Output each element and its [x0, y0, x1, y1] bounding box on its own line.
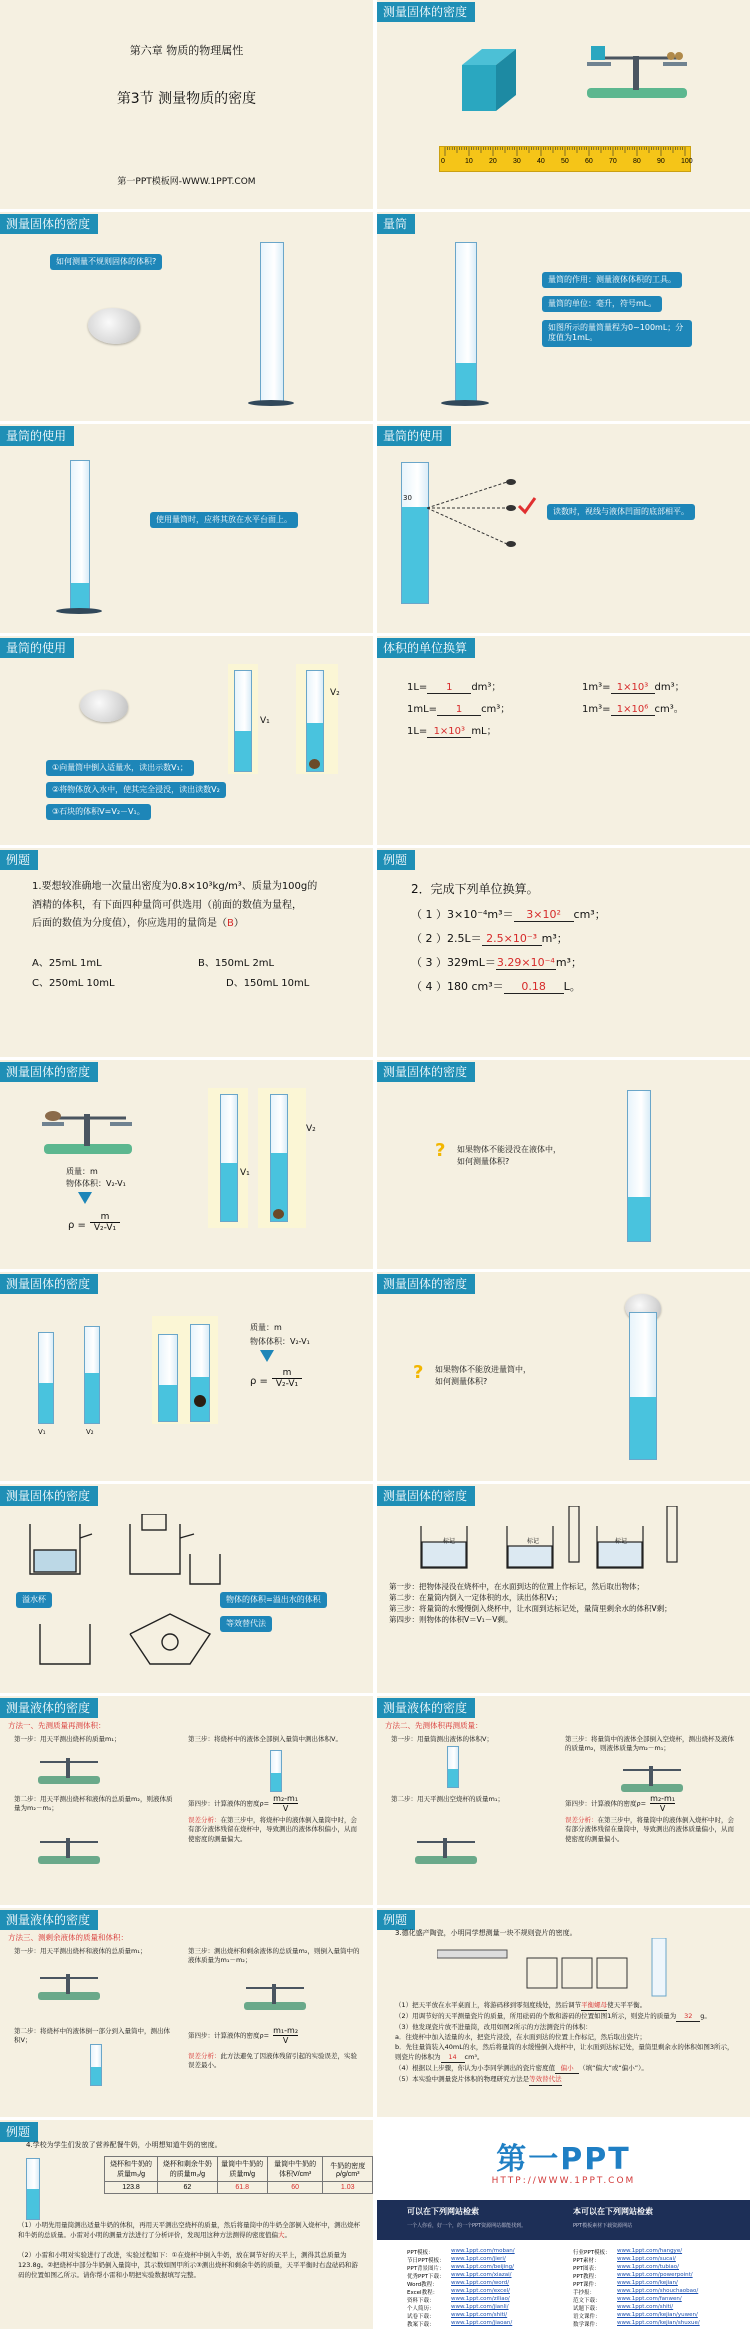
mass-label: 质量：m	[250, 1323, 282, 1332]
table-header: 烧杯和剩余牛奶的质量m₂/g	[158, 2157, 218, 2182]
cyl-label-2: V₂	[86, 1428, 94, 1436]
info-bubble-3: 如图所示的量筒量程为0~100mL；分度值为1mL。	[542, 320, 692, 347]
question-part-2: （2）小雷和小明对实验进行了改进，实验过程如下：①在烧杯中倒入牛奶，放在调节好的天平上，测得其总质量为123.8g。②把烧杯中部分牛奶倒入量筒中，其示数如图甲所示③测出烧杯和剩余牛奶的质量，天平平衡时右盘砝码和游码的位置如图乙所示。请你帮小雷和小明把实验数据填写完整。	[18, 2251, 358, 2280]
question-mark-icon: ?	[435, 1140, 446, 1161]
slide-overflow-cup[interactable]	[0, 1484, 373, 1693]
v1-label: V₁	[240, 1168, 250, 1178]
table-cell: 123.8	[105, 2182, 158, 2194]
balance-image-2	[240, 1978, 310, 2014]
stone-icon	[88, 308, 140, 344]
balance-image-2	[617, 1760, 687, 1796]
cyl-label-1: V₁	[38, 1428, 46, 1436]
cylinder-icon	[629, 1312, 657, 1460]
steps-list	[389, 1582, 745, 1626]
slide-tag: 测量固体的密度	[0, 1486, 98, 1506]
table-header: 烧杯和牛奶的质量m₁/g	[105, 2157, 158, 2182]
info-bar	[377, 2200, 750, 2240]
link-left[interactable]: www.1ppt.com/jianli/	[451, 2304, 509, 2310]
link-right[interactable]: www.1ppt.com/powerpoint/	[617, 2272, 693, 2278]
balance-image-1	[34, 1968, 104, 2004]
ruler-tick-label: 10	[465, 158, 473, 165]
info-bubble-1: 量筒的作用：测量液体体积的工具。	[542, 272, 682, 288]
link-right[interactable]: www.1ppt.com/tubiao/	[617, 2264, 679, 2270]
ruler-tick-label: 50	[561, 158, 569, 165]
conversion-right-1: 1m³= 1×10³ dm³；	[582, 682, 685, 693]
cylinder-icon	[90, 2044, 102, 2086]
slide-volume-method[interactable]	[0, 636, 373, 845]
cylinder-panel-1	[228, 664, 258, 774]
conversion-row-4: （ 4 ）180 cm³＝ 0.18 L。	[411, 980, 581, 993]
info-heading-left: 可以在下列网站检索	[407, 2207, 479, 2216]
conversion-row-1: （ 1 ）3×10⁻⁴m³＝ 3×10² cm³；	[411, 908, 606, 921]
slide-end-links[interactable]: 第一PPT HTTP://WWW.1PPT.COM 可以在下列网站检索 一个人你看，好一个，的一个PPT资源网站都能找到。 本可以在下列网站检索 PPT模板素材下载资源网站 PPT模板： www.1ppt.com/moban/ 行业PPT模板： www.1ppt.com/hangye/ 节日PPT模板： www.1ppt.com/jieri/ PPT素材： www.1ppt.com/sucai/ PPT背景图片： www.1ppt.com/beijing/ PPT图表： www.1ppt.com/tubiao/ 优秀PPT下载： www.1ppt.com/xiazai/ PPT教程： www.1ppt.com/powerpoint/ Word教程： www.1ppt.com/word/ PPT课件： www.1ppt.com/kejian/ Excel教程： www.1ppt.com/excel/ 手抄报： www.1ppt.com/shouchaobao/ 资料下载： www.1ppt.com/ziliao/ 范文下载： www.1ppt.com/fanwen/ 个人简历： www.1ppt.com/jianli/ 试题下载： www.1ppt.com/shiti/ 试卷下载： www.1ppt.com/shiti/ 语文课件： www.1ppt.com/kejian/yuwen/ 教案下载： www.1ppt.com/jiaoan/ 数学课件： www.1ppt.com/kejian/shuxue/	[377, 2120, 750, 2329]
slide-tag: 测量液体的密度	[377, 1698, 475, 1718]
mark-label-2: 标记	[527, 1538, 540, 1545]
ruler	[439, 146, 691, 172]
density-label: ρ =	[250, 1376, 268, 1387]
step-2: 第二步：用天平测出空烧杯的质量m₁；	[391, 1795, 504, 1803]
cylinder-icon	[70, 460, 90, 612]
ruler-tick-label: 0	[441, 158, 445, 165]
link-left[interactable]: www.1ppt.com/jieri/	[451, 2256, 506, 2262]
scale-mark: 30	[403, 494, 412, 502]
step-4: 第四步：计算液体的密度ρ= $\frac{\text{m₂-m₁}}{V}$	[565, 1794, 676, 1813]
slide-tag: 例题	[377, 1910, 415, 1930]
link-left[interactable]: www.1ppt.com/jiaoan/	[451, 2320, 513, 2326]
slide-cylinder-use[interactable]	[0, 424, 373, 633]
question-line-1: （1）把天平放在水平桌面上，将游码移到零刻度线处，然后调节平衡螺母使天平平衡。	[395, 2000, 735, 2011]
step-3: 第三步：将量筒中的液体全部倒入空烧杯，测出烧杯及液体的质量m₂，则液体质量为m₂－m₁；	[565, 1735, 734, 1752]
slide-tag: 测量固体的密度	[377, 1062, 475, 1082]
cylinder-base	[441, 400, 489, 406]
step-4: 第四步：则物体的体积V＝V₁－V剩。	[389, 1614, 513, 1624]
ruler-tick-label: 60	[585, 158, 593, 165]
balance-image	[577, 36, 697, 106]
cylinder-panel-2	[296, 664, 338, 774]
slide-example-4[interactable]	[0, 2120, 373, 2329]
method-title: 方法二、先测体积再测质量：	[385, 1721, 483, 1730]
slide-irregular[interactable]	[0, 212, 373, 421]
link-left[interactable]: www.1ppt.com/moban/	[451, 2248, 515, 2254]
slide-tag: 测量固体的密度	[0, 214, 98, 234]
info-bubble: 读数时，视线与液体凹面的底部相平。	[547, 504, 695, 520]
mark-label-1: 标记	[443, 1538, 456, 1545]
cylinder-icon	[401, 462, 429, 604]
table-cell: 62	[158, 2182, 218, 2194]
link-left[interactable]: www.1ppt.com/xiazai/	[451, 2272, 512, 2278]
ruler-tick-label: 80	[633, 158, 641, 165]
step-4: 第四步：计算液体的密度ρ= $\frac{\text{m₁-m₂}}{V}$	[188, 2026, 299, 2045]
volume-label: 物体体积：V₂-V₁	[250, 1337, 310, 1346]
footer-text: 第一PPT模板网-WWW.1PPT.COM	[117, 177, 256, 187]
answer: B	[227, 918, 234, 929]
slide-tag: 体积的单位换算	[377, 638, 475, 658]
option-b[interactable]: B、150mL 2mL	[198, 958, 275, 969]
slide-example-3[interactable]	[377, 1908, 750, 2117]
question-line-1: 1.要想较准确地一次量出密度为0.8×10³kg/m³、质量为100g的	[32, 881, 318, 892]
step-1: 第一步：用天平测出烧杯的质量m₁；	[14, 1735, 121, 1743]
mark-diagrams	[417, 1506, 717, 1572]
slide-large-object-question[interactable]	[377, 1272, 750, 1481]
ruler-tick-label: 70	[609, 158, 617, 165]
step-3: 第三步：将烧杯中的液体全部倒入量筒中测出体积V。	[188, 1735, 342, 1743]
step-1: 第一步：用天平测出烧杯和液体的总质量m₁；	[14, 1947, 147, 1955]
mark-label-3: 标记	[615, 1538, 628, 1545]
ruler-tick-label: 40	[537, 158, 545, 165]
v2-label: V₂	[330, 688, 340, 698]
balance-image-2	[34, 1832, 104, 1868]
step-2: ②将物体放入水中，使其完全浸没，读出读数V₂	[46, 782, 226, 798]
link-left[interactable]: www.1ppt.com/shiti/	[451, 2312, 508, 2318]
slide-solid-density-1[interactable]	[0, 1060, 373, 1269]
question-bubble: 如何测量不规则固体的体积?	[50, 254, 162, 270]
conversion-row-3: （ 3 ）329mL＝3.29×10⁻⁴m³；	[411, 956, 582, 969]
cylinder-base	[56, 608, 102, 614]
ruler-tick-label: 20	[489, 158, 497, 165]
table-cell: 61.8	[217, 2182, 267, 2194]
slide-title[interactable]	[0, 0, 373, 209]
step-3: ③石块的体积V=V₂－V₁。	[46, 804, 151, 820]
slide-tag: 测量液体的密度	[0, 1910, 98, 1930]
data-table	[104, 2156, 373, 2194]
slide-liquid-method-1[interactable]	[0, 1696, 373, 1905]
cylinder-icon	[260, 242, 284, 404]
section-title: 第3节 测量物质的密度	[116, 91, 257, 107]
slide-tag: 测量固体的密度	[0, 1062, 98, 1082]
link-right[interactable]: www.1ppt.com/kejian/yuwen/	[617, 2312, 698, 2318]
step-2: 第二步：用天平测出烧杯和液体的总质量m₂，则液体质量为m₂－m₁；	[14, 1795, 173, 1812]
error-analysis: 误差分析：在第三步中，将烧杯中的液体倒入量筒中时，会有部分液体残留在烧杯中，导致测出的液体体积偏小，从而使密度的测量偏大。	[188, 1816, 357, 1843]
table-header: 量筒中牛奶的质量m/g	[217, 2157, 267, 2182]
balance-image-1	[411, 1832, 481, 1868]
step-1: 第一步：把物体浸没在烧杯中，在水面到达的位置上作标记，然后取出物体；	[389, 1582, 644, 1591]
option-d[interactable]: D、150mL 10mL	[226, 978, 310, 989]
question-text	[32, 878, 317, 934]
volume-label: 物体体积：V₂-V₁	[66, 1179, 126, 1188]
conversion-row-2: （ 2 ）2.5L＝ 2.5×10⁻³ m³；	[411, 932, 568, 945]
ruler-tick-label: 100	[681, 158, 693, 165]
table-header: 牛奶的密度ρ/g/cm³	[323, 2157, 373, 2182]
link-right[interactable]: www.1ppt.com/shiti/	[617, 2304, 674, 2310]
mass-label: 质量：m	[66, 1167, 98, 1176]
cylinder-icon-1	[38, 1332, 54, 1424]
table-cell: 60	[267, 2182, 323, 2194]
slide-mark-method[interactable]	[377, 1484, 750, 1693]
question-line-5: b．先往量筒装入40mL的水，然后将量筒的水缓慢倒入烧杯中，让水面到达标记处，量筒里剩余水的体积如图3所示，则瓷片的体积为 14 cm³。	[395, 2042, 735, 2063]
cylinder-panel-2	[258, 1088, 306, 1228]
question-line-2: 如何测量体积?	[457, 1157, 510, 1166]
question-line-1: 如果物体不能浸没在液体中，	[457, 1145, 561, 1154]
method-title: 方法一、先测质量再测体积：	[8, 1721, 106, 1730]
slide-liquid-method-2[interactable]	[377, 1696, 750, 1905]
option-c[interactable]: C、250mL 10mL	[32, 978, 115, 989]
arrow-down-icon	[78, 1192, 92, 1204]
info-bubble-2: 量筒的单位：毫升，符号mL。	[542, 296, 662, 312]
error-analysis: 误差分析：此方法避免了因液体残留引起的实验误差，实验误差最小。	[188, 2052, 357, 2070]
conversion-left-1: 1L= 1 dm³；	[407, 682, 502, 693]
question-line-1: 如果物体不能放进量筒中，	[435, 1365, 531, 1374]
density-fraction: m V₂-V₁	[90, 1212, 120, 1233]
slide-tag: 例题	[377, 850, 415, 870]
question-line-2: （2）用调节好的天平测量瓷片的质量，所用砝码的个数和游码的位置如图1所示，则瓷片的质量为 32 g。	[395, 2011, 735, 2022]
link-right[interactable]: www.1ppt.com/kejian/shuxue/	[617, 2320, 700, 2326]
info-sub-right: PPT模板素材下载资源网站	[573, 2223, 633, 2229]
conversion-left-2: 1mL= 1 cm³；	[407, 704, 511, 715]
step-4: 第四步：计算液体的密度ρ= $\frac{\text{m₂-m₁}}{V}$	[188, 1794, 299, 1813]
step-2: 第二步：将烧杯中的液体倒一部分到入量筒中，测出体积V；	[14, 2027, 170, 2044]
cube-image	[452, 45, 522, 115]
table-header: 量筒中牛奶的体积V/cm³	[267, 2157, 323, 2182]
question-part-1: （1）小明先用量筒测出适量牛奶的体积，再用天平测出空烧杯的质量，然后将量筒中的牛奶全部倒入烧杯中，测出烧杯和牛奶的总质量。小雷对小明的测量方法进行了分析评价，发现用这种方法测得的密度值偏大。	[18, 2221, 361, 2240]
slide-cube-balance[interactable]	[377, 0, 750, 209]
method-bubble: 等效替代法	[220, 1616, 272, 1632]
step-3: 第三步：测出烧杯和剩余液体的总质量m₂，则倒入量筒中的液体质量为m₁－m₂；	[188, 1947, 360, 1964]
cylinder-icon-2	[84, 1326, 100, 1424]
slide-tag: 测量液体的密度	[0, 1698, 98, 1718]
slide-solid-density-2[interactable]	[0, 1272, 373, 1481]
logo-url[interactable]: HTTP://WWW.1PPT.COM	[491, 2176, 636, 2186]
question-line-7: （5）本实验中测量瓷片体积的物理研究方法是等效替代法	[395, 2074, 735, 2085]
link-right[interactable]: www.1ppt.com/kejian/	[617, 2280, 678, 2286]
label-overflow-cup: 溢水杯	[16, 1592, 52, 1608]
v2-label: V₂	[306, 1124, 316, 1134]
cylinder-base	[248, 400, 294, 406]
balance-image	[38, 1100, 138, 1160]
option-a[interactable]: A、25mL 1mL	[32, 958, 102, 969]
slide-cylinder-intro[interactable]	[377, 212, 750, 421]
slide-example-1[interactable]	[0, 848, 373, 1057]
logo-text: 第一PPT	[496, 2142, 631, 2177]
cylinder-icon	[270, 1750, 282, 1792]
v1-label: V₁	[260, 716, 270, 726]
conversion-left-3: 1L= 1×10³ mL；	[407, 726, 497, 737]
slide-tag: 测量固体的密度	[377, 1274, 475, 1294]
slide-tag: 量筒	[377, 214, 415, 234]
link-right[interactable]: www.1ppt.com/shouchaobao/	[617, 2288, 699, 2294]
figure-images	[437, 1938, 687, 1998]
question-line-2: 如何测量体积?	[435, 1377, 488, 1386]
method-title: 方法三、测剩余液体的质量和体积：	[8, 1933, 128, 1942]
cylinder-icon	[447, 1746, 459, 1788]
link-left[interactable]: www.1ppt.com/word/	[451, 2280, 510, 2286]
cylinder-icon	[455, 242, 477, 404]
cylinder-icon	[26, 2158, 40, 2220]
step-1: ①向量筒中倒入适量水，读出示数V₁；	[46, 760, 194, 776]
question-line-3: （3）他发现瓷片放不进量筒，改用如图2所示的方法测瓷片的体积：	[395, 2023, 592, 2032]
slide-tag: 测量固体的密度	[377, 1486, 475, 1506]
slide-tag: 例题	[0, 850, 38, 870]
slide-tag: 量筒的使用	[0, 638, 74, 658]
link-right[interactable]: www.1ppt.com/sucai/	[617, 2256, 676, 2262]
question-line-2: 酒精的体积，有下面四种量筒可供选用（前面的数值为量程，	[32, 899, 302, 911]
conclusion-bubble: 物体的体积=溢出水的体积	[220, 1592, 327, 1608]
info-heading-right: 本可以在下列网站检索	[573, 2207, 653, 2216]
question-lines	[395, 2000, 735, 2086]
slide-read-level[interactable]	[377, 424, 750, 633]
stone-icon	[80, 690, 128, 722]
slide-tag: 量筒的使用	[377, 426, 451, 446]
info-sub-left: 一个人你看，好一个，的一个PPT资源网站都能找到。	[407, 2223, 527, 2229]
info-bubble: 使用量筒时，应将其放在水平台面上。	[150, 512, 298, 528]
link-left[interactable]: www.1ppt.com/ziliao/	[451, 2296, 510, 2302]
slide-liquid-method-3[interactable]	[0, 1908, 373, 2117]
error-analysis: 误差分析：在第三步中，将量筒中的液体倒入烧杯中时，会有部分液体残留在量筒中，导致测出的液体质量偏小，从而使密度的测量偏小。	[565, 1816, 734, 1843]
cylinder-panel	[152, 1316, 218, 1424]
sight-lines	[427, 474, 537, 554]
link-left[interactable]: www.1ppt.com/excel/	[451, 2288, 510, 2294]
question-line-3: 后面的数值为分度值），你应选用的量筒是（B）	[32, 918, 244, 929]
slide-example-2[interactable]	[377, 848, 750, 1057]
slide-tag: 测量固体的密度	[377, 2, 475, 22]
step-3: 第三步：将量筒的水慢慢倒入烧杯中，让水面到达标记处，量筒里剩余水的体积V剩；	[389, 1603, 672, 1613]
question-title: 2．完成下列单位换算。	[411, 882, 539, 896]
link-right[interactable]: www.1ppt.com/fanwen/	[617, 2296, 682, 2302]
density-fraction: m V₂-V₁	[272, 1368, 302, 1389]
question-text: 3.德化盛产陶瓷，小明同学想测量一块不规则瓷片的密度。	[395, 1929, 577, 1937]
question-line-6: （4）根据以上步骤，你认为小李同学测出的瓷片密度值 偏小 （填“偏大”或“偏小”）。	[395, 2063, 735, 2074]
cylinder-icon	[627, 1090, 651, 1242]
conversion-right-2: 1m³= 1×10⁶ cm³。	[582, 704, 684, 715]
slide-tag: 例题	[0, 2122, 38, 2142]
arrow-down-icon	[260, 1350, 274, 1362]
question-text: 4.学校为学生们发放了营养配餐牛奶，小明想知道牛奶的密度。	[26, 2141, 222, 2149]
ruler-tick-label: 90	[657, 158, 665, 165]
step-2: 第二步：在量筒内倒入一定体积的水，读出体积V₁；	[389, 1592, 563, 1602]
balance-image-1	[34, 1752, 104, 1788]
slide-tag: 测量固体的密度	[0, 1274, 98, 1294]
slide-tag: 量筒的使用	[0, 426, 74, 446]
step-1: 第一步：用量筒测出液体的体积V；	[391, 1735, 493, 1743]
question-mark-icon: ?	[413, 1362, 424, 1383]
ruler-tick-label: 30	[513, 158, 521, 165]
table-cell: 1.03	[323, 2182, 373, 2194]
density-label: ρ =	[68, 1220, 86, 1231]
slide-float-question[interactable]	[377, 1060, 750, 1269]
link-right[interactable]: www.1ppt.com/hangye/	[617, 2248, 683, 2254]
question-line-4: a．往烧杯中加入适量的水，把瓷片浸没，在水面到达的位置上作标记，然后取出瓷片；	[395, 2033, 646, 2042]
cylinder-panel-1	[208, 1088, 248, 1228]
link-left[interactable]: www.1ppt.com/beijing/	[451, 2264, 515, 2270]
chapter-title: 第六章 物质的物理属性	[129, 44, 244, 57]
slide-unit-conversion[interactable]	[377, 636, 750, 845]
